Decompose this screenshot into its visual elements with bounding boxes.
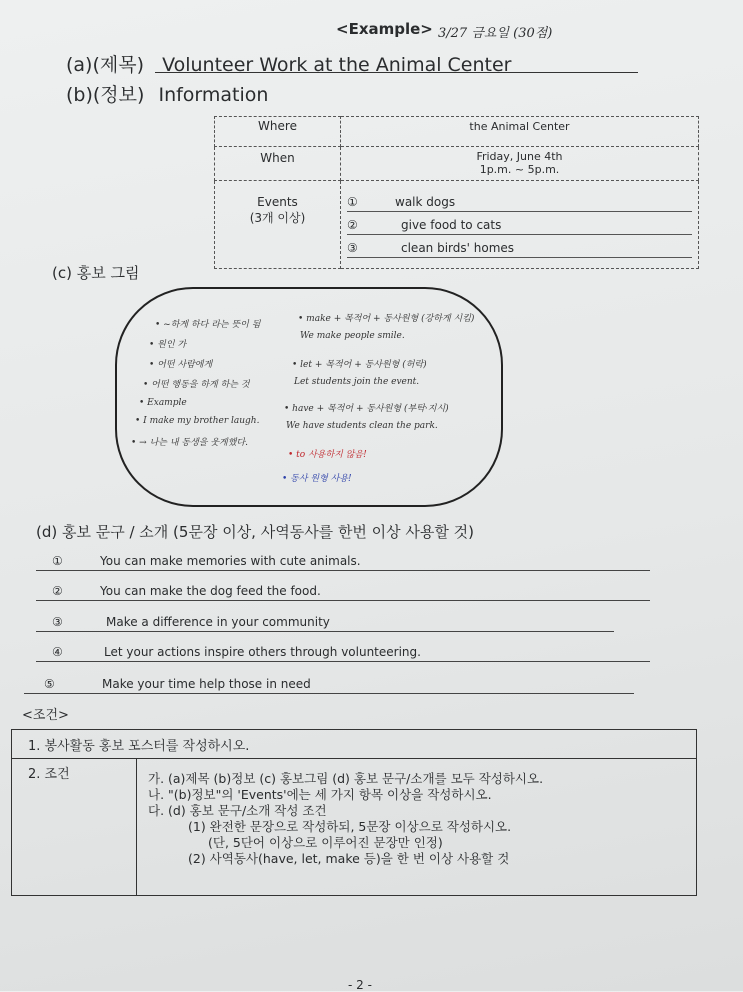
intro-text: Make a difference in your community [106, 615, 330, 629]
conditions-table [11, 729, 697, 896]
info-value: Information [158, 84, 269, 106]
event-item [347, 235, 692, 258]
intro-num: ① [52, 554, 63, 568]
note-left: • Example [139, 398, 187, 408]
intro-num: ③ [52, 615, 63, 629]
when-value-cell [341, 147, 699, 181]
note-left: • → 나는 내 동생을 웃게했다. [131, 438, 248, 448]
note-left: • I make my brother laugh. [135, 416, 260, 426]
event-text: walk dogs [395, 195, 456, 209]
poster-drawing-box [115, 287, 503, 507]
where-value: the Animal Center [469, 120, 570, 133]
events-sublabel: (3개 이상) [249, 211, 306, 225]
condition-line: (단, 5단어 이상으로 이루어진 문장만 인정) [208, 835, 443, 850]
event-text: give food to cats [401, 218, 502, 232]
date-note: 3/27 금요일 (30점) [438, 26, 553, 41]
conditions-label: <조건> [22, 708, 69, 723]
event-item [347, 212, 692, 235]
condition-1-text: 1. 봉사활동 홍보 포스터를 작성하시오. [28, 739, 250, 754]
note-left: • 어떤 행동을 하게 하는 것 [143, 380, 250, 390]
note-left: • 어떤 사람에게 [149, 360, 213, 370]
intro-num: ⑤ [44, 677, 55, 691]
intro-num: ④ [52, 645, 63, 659]
events-label: Events [257, 195, 298, 209]
info-label: (b)(정보) [66, 84, 145, 106]
note-right: • have + 목적어 + 동사원형 (부탁·지시) [284, 404, 449, 414]
intro-heading: (d) 홍보 문구 / 소개 (5문장 이상, 사역동사를 한번 이상 사용할 것) [36, 523, 475, 541]
event-num: ② [347, 218, 358, 232]
when-value-time: 1p.m. ~ 5p.m. [479, 163, 560, 176]
intro-line [36, 613, 614, 632]
note-right: We make people smile. [300, 331, 405, 341]
event-num: ③ [347, 241, 358, 255]
note-right: Let students join the event. [294, 377, 420, 387]
condition-line: (2) 사역동사(have, let, make 등)을 한 번 이상 사용할 것 [188, 851, 510, 866]
condition-2-label: 2. 조건 [28, 767, 70, 782]
title-value: Volunteer Work at the Animal Center [162, 54, 512, 76]
intro-line [24, 675, 634, 694]
title-underline [155, 72, 638, 73]
note-left: • 원인 가 [149, 340, 187, 350]
event-item [347, 189, 692, 212]
intro-line [36, 552, 650, 571]
where-label: Where [258, 119, 297, 133]
when-label: When [260, 151, 295, 165]
condition-line: (1) 완전한 문장으로 작성하되, 5문장 이상으로 작성하시오. [188, 819, 512, 834]
intro-text: You can make the dog feed the food. [100, 584, 321, 598]
note-right: • make + 목적어 + 동사원형 (강하게 시킴) [298, 314, 475, 324]
note-red: • to 사용하지 않음! [288, 450, 367, 460]
intro-text: Make your time help those in need [102, 677, 311, 691]
note-right: We have students clean the park. [286, 421, 438, 431]
when-value-date: Friday, June 4th [476, 150, 563, 163]
condition-line: 가. (a)제목 (b)정보 (c) 홍보그림 (d) 홍보 문구/소개를 모두 작성하시오. [148, 771, 544, 786]
when-label-cell [215, 147, 341, 181]
intro-line [36, 582, 650, 601]
intro-line [36, 643, 650, 662]
condition-line: 나. "(b)정보"의 'Events'에는 세 가지 항목 이상을 작성하시오. [148, 787, 492, 802]
where-label-cell [215, 117, 341, 147]
page-number: - 2 - [348, 978, 372, 992]
events-label-cell [215, 181, 341, 269]
events-list [341, 181, 699, 269]
where-value-cell [341, 117, 699, 147]
event-num: ① [347, 195, 358, 209]
intro-text: Let your actions inspire others through volunteering. [104, 645, 421, 659]
note-left: • ~하게 하다 라는 뜻이 됨 [155, 320, 261, 330]
event-text: clean birds' homes [401, 241, 515, 255]
intro-num: ② [52, 584, 63, 598]
info-row [66, 80, 268, 107]
conditions-row-1 [12, 730, 696, 759]
example-heading: <Example> [336, 20, 433, 38]
intro-text: You can make memories with cute animals. [100, 554, 361, 568]
info-table [214, 116, 699, 269]
poster-label: (c) 홍보 그림 [52, 264, 140, 282]
condition-line: 다. (d) 홍보 문구/소개 작성 조건 [148, 803, 327, 818]
conditions-column-divider [136, 758, 137, 895]
title-label: (a)(제목) [66, 54, 145, 76]
note-blue: • 동사 원형 사용! [282, 474, 352, 484]
note-right: • let + 목적어 + 동사원형 (허락) [292, 360, 427, 370]
